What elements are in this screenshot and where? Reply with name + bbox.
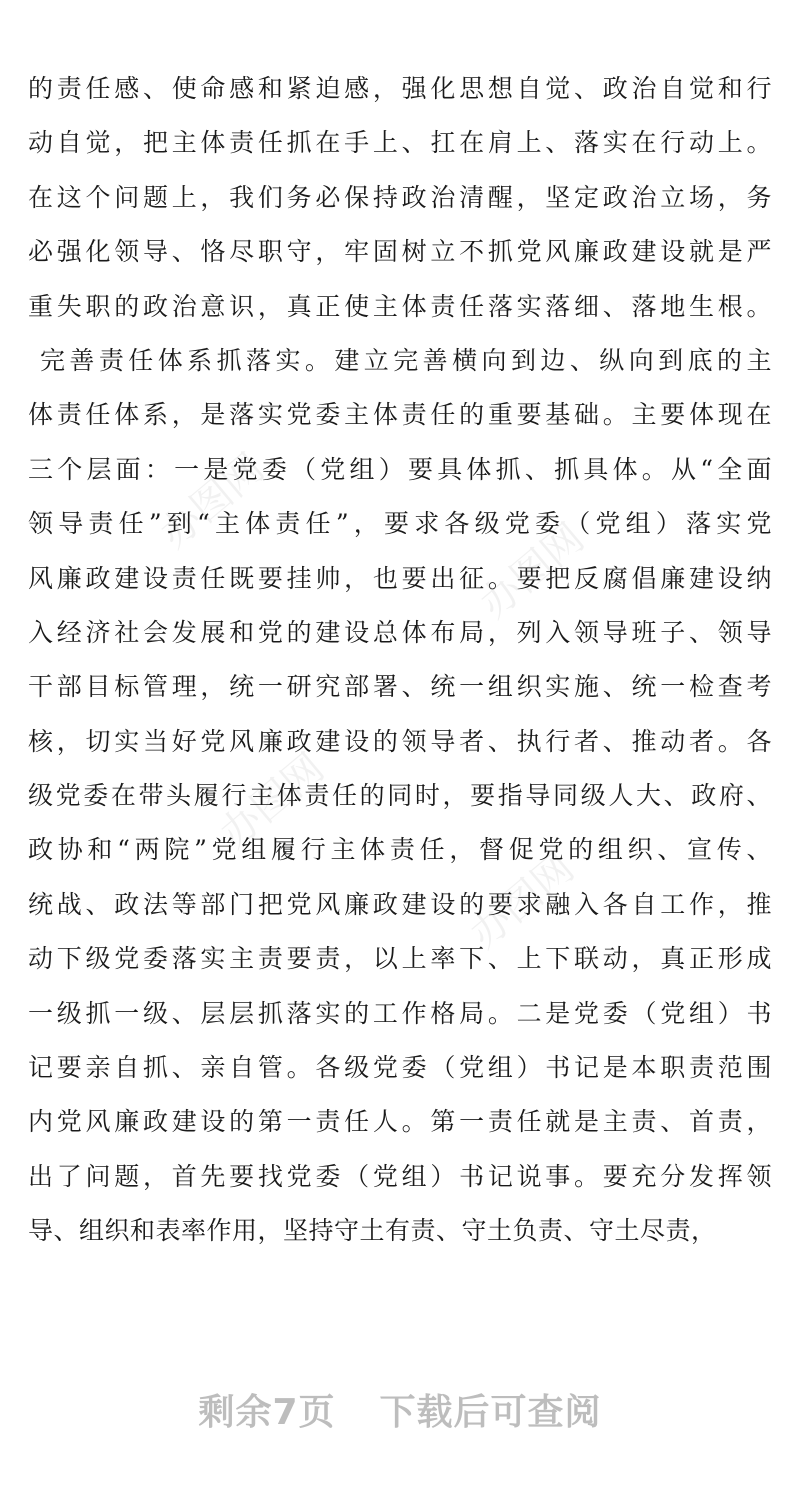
- text-line: 导、组织和表率作用，坚持守土有责、守土负责、守土尽责，: [28, 1216, 717, 1246]
- text-line: 出了问题，首先要找党委（党组）书记说事。要充分发挥领: [28, 1161, 772, 1191]
- text-line: 体责任体系，是落实党委主体责任的重要基础。主要体现在: [28, 400, 772, 430]
- text-line: 完善责任体系抓落实。建立完善横向到边、纵向到底的主: [40, 345, 772, 375]
- text-line: 内党风廉政建设的第一责任人。第一责任就是主责、首责，: [28, 1107, 772, 1137]
- text-line: 领导责任”到“主体责任”，要求各级党委（党组）落实党: [28, 509, 772, 539]
- watermark: 办图网: [151, 444, 273, 558]
- text-line: 记要亲自抓、亲自管。各级党委（党组）书记是本职责范围: [28, 1053, 772, 1083]
- text-line: 入经济社会发展和党的建设总体布局，列入领导班子、领导: [28, 617, 772, 647]
- text-line: 一级抓一级、层层抓落实的工作格局。二是党委（党组）书: [28, 998, 772, 1028]
- text-line: 干部目标管理，统一研究部署、统一组织实施、统一检查考: [28, 672, 772, 702]
- watermark: 办图网: [461, 844, 583, 958]
- watermark: 办图网: [471, 514, 593, 628]
- document-body: [28, 62, 772, 1259]
- text-line: 统战、政法等部门把党风廉政建设的要求融入各自工作，推: [28, 889, 772, 919]
- text-line: 重失职的政治意识，真正使主体责任落实落细、落地生根。: [28, 291, 772, 321]
- text-line: 风廉政建设责任既要挂帅，也要出征。要把反腐倡廉建设纳: [28, 563, 772, 593]
- watermark: 办图网: [211, 744, 333, 858]
- text-line: 级党委在带头履行主体责任的同时，要指导同级人大、政府、: [28, 781, 772, 811]
- download-hint-label: 下载后可查阅: [379, 1392, 602, 1433]
- text-line: 三个层面：一是党委（党组）要具体抓、抓具体。从“全面: [28, 454, 772, 484]
- text-line: 的责任感、使命感和紧迫感，强化思想自觉、政治自觉和行: [28, 74, 772, 103]
- download-banner[interactable]: [0, 1384, 800, 1435]
- text-line: 核，切实当好党风廉政建设的领导者、执行者、推动者。各: [28, 726, 772, 756]
- text-line: 动自觉，把主体责任抓在手上、扛在肩上、落实在行动上。: [28, 128, 772, 158]
- text-line: 政协和“两院”党组履行主体责任，督促党的组织、宣传、: [28, 835, 772, 865]
- text-line: 在这个问题上，我们务必保持政治清醒，坚定政治立场，务: [28, 182, 772, 212]
- text-line: 动下级党委落实主责要责，以上率下、上下联动，真正形成: [28, 944, 772, 974]
- text-line: 必强化领导、恪尽职守，牢固树立不抓党风廉政建设就是严: [28, 237, 772, 267]
- remaining-pages-label: 剩余7页: [198, 1392, 336, 1433]
